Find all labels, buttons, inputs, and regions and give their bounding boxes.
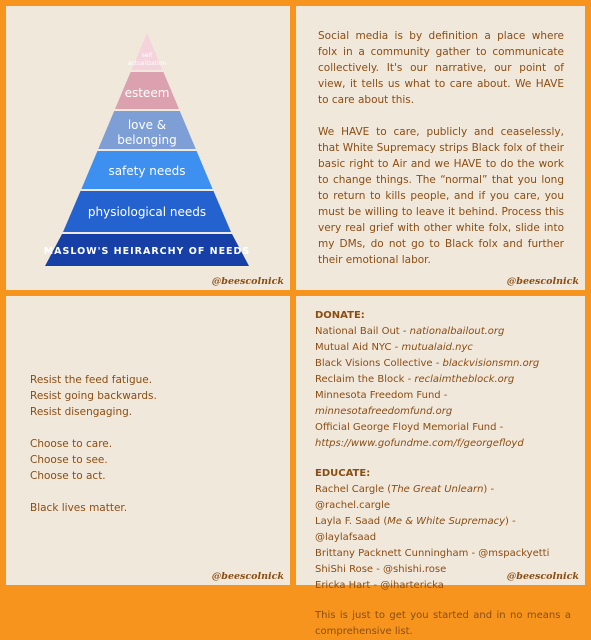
statement-paragraph: Social media is by definition a place where folx in a community gather to communicate collectively. It's our narrative, our point of view, it tells us what to care about. We HAVE to care about this. <box>318 30 564 106</box>
donate-link[interactable]: minnesotafreedomfund.org <box>315 406 453 417</box>
closing-group <box>30 500 270 516</box>
pyramid-label-love-1: love & <box>127 118 167 132</box>
educate-item: Layla F. Saad (Me & White Supremacy) - @laylafsaad <box>315 516 516 543</box>
resources-panel <box>296 296 585 637</box>
resist-group <box>30 372 270 420</box>
donate-link[interactable]: reclaimtheblock.org <box>414 374 515 385</box>
donate-item: Mutual Aid NYC - mutualaid.nyc <box>315 342 473 353</box>
resist-line: Resist the feed fatigue. <box>30 374 153 386</box>
choose-group <box>30 436 270 484</box>
resources-text <box>315 308 571 640</box>
donate-item: Black Visions Collective - blackvisionsmn.org <box>315 358 540 369</box>
pyramid-panel <box>6 6 290 290</box>
pyramid-label-esteem: esteem <box>124 86 170 100</box>
educate-item: Brittany Packnett Cunningham - @mspackyetti <box>315 548 550 559</box>
donate-item: Minnesota Freedom Fund - minnesotafreedomfund.org <box>315 390 453 417</box>
donate-item: Reclaim the Block - reclaimtheblock.org <box>315 374 515 385</box>
educate-item: ShiShi Rose - @shishi.rose <box>315 564 447 575</box>
handle-label: @beescolnick <box>506 276 579 287</box>
statement-panel <box>296 6 585 290</box>
choose-line: Choose to care. <box>30 438 113 450</box>
pyramid-label-physiological: physiological needs <box>87 205 207 219</box>
donate-link[interactable]: blackvisionsmn.org <box>442 358 540 369</box>
handle-label: @beescolnick <box>211 571 284 582</box>
black-lives-matter-line: Black lives matter. <box>30 502 128 514</box>
pyramid-label-self-2: actualization <box>127 60 167 67</box>
pyramid-label-love-2: belonging <box>117 133 177 147</box>
handle-label: @beescolnick <box>211 276 284 287</box>
call-to-action-text <box>30 372 270 532</box>
donate-link[interactable]: nationalbailout.org <box>409 326 505 337</box>
pyramid-label-title: MASLOW'S HEIRARCHY OF NEEDS <box>43 246 251 257</box>
choose-line: Choose to act. <box>30 470 106 482</box>
choose-line: Choose to see. <box>30 454 108 466</box>
donate-link[interactable]: mutualaid.nyc <box>401 342 473 353</box>
pyramid-label-safety: safety needs <box>108 164 186 178</box>
donate-item: Official George Floyd Memorial Fund - <box>315 422 504 433</box>
statement-text <box>318 28 564 284</box>
closing-note: This is just to get you started and in no means a comprehensive list. <box>315 610 571 637</box>
donate-link[interactable]: https://www.gofundme.com/f/georgefloyd <box>315 438 524 449</box>
statement-paragraph: We HAVE to care, publicly and ceaselessly, that White Supremacy strips Black folx of their basic right to Air and we HAVE to do the work to change things. The “normal” that you long to return to kills people, and if you care, you must be willing to leave it behind. Process this very real grief with other white folx, slide into my DMs, do not go to Black folx and further their emotional labor. <box>318 126 564 266</box>
donate-item: National Bail Out - nationalbailout.org <box>315 326 505 337</box>
call-to-action-panel <box>6 296 290 585</box>
resist-line: Resist disengaging. <box>30 406 133 418</box>
handle-label: @beescolnick <box>506 571 579 582</box>
maslow-pyramid <box>6 6 290 290</box>
donate-heading: DONATE: <box>315 310 365 321</box>
educate-item: Ericka Hart - @ihartericka <box>315 580 444 591</box>
pyramid-label-self-1: self <box>141 52 153 59</box>
resist-line: Resist going backwards. <box>30 390 157 402</box>
educate-item: Rachel Cargle (The Great Unlearn) - @rachel.cargle <box>315 484 495 511</box>
educate-heading: EDUCATE: <box>315 468 371 479</box>
donate-item <box>315 436 571 452</box>
